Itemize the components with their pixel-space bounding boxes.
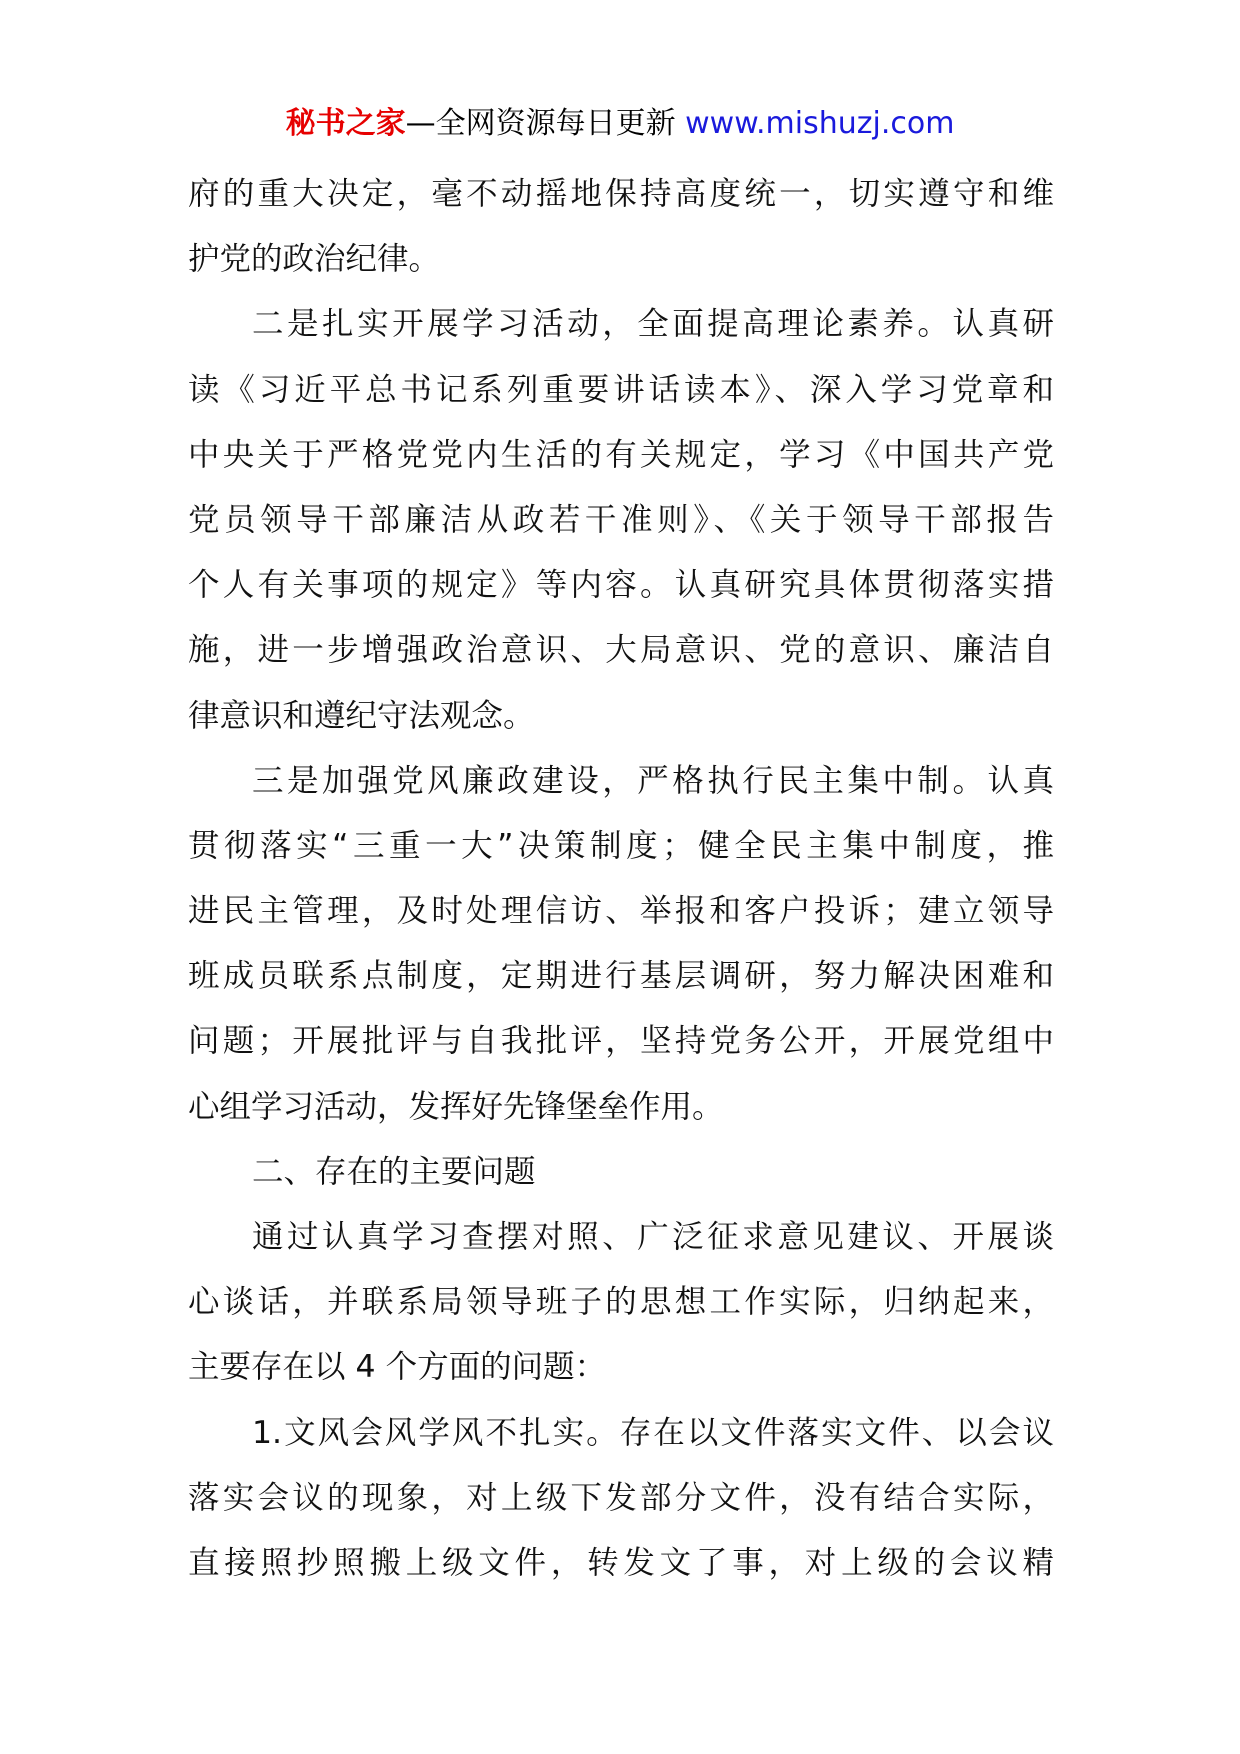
text-line: 进民主管理，及时处理信访、举报和客户投诉；建立领导	[188, 893, 1054, 930]
text-line: 律意识和遵纪守法观念。	[188, 697, 535, 734]
text-line: 主要存在以 4 个方面的问题：	[188, 1349, 607, 1386]
text-line: 贯彻落实“三重一大”决策制度；健全民主集中制度，推	[188, 827, 1054, 864]
header-url-link[interactable]: www.mishuzj.com	[685, 106, 955, 141]
text-line: 心组学习活动，发挥好先锋堡垒作用。	[188, 1088, 724, 1125]
header-slogan: —全网资源每日更新	[405, 106, 676, 141]
text-line: 直接照抄照搬上级文件，转发文了事，对上级的会议精	[188, 1544, 1054, 1581]
text-line: 落实会议的现象，对上级下发部分文件，没有结合实际，	[188, 1479, 1054, 1516]
text-line: 个人有关事项的规定》等内容。认真研究具体贯彻落实措	[188, 567, 1054, 604]
text-line: 二是扎实开展学习活动，全面提高理论素养。认真研	[252, 306, 1054, 343]
text-line: 府的重大决定，毫不动摇地保持高度统一，切实遵守和维	[188, 176, 1054, 212]
section-heading: 二、存在的主要问题	[252, 1153, 536, 1190]
document-body	[188, 162, 1054, 1596]
page-header	[0, 100, 1240, 148]
text-line: 心谈话，并联系局领导班子的思想工作实际，归纳起来，	[188, 1284, 1054, 1321]
text-line: 三是加强党风廉政建设，严格执行民主集中制。认真	[252, 762, 1054, 799]
text-line: 班成员联系点制度，定期进行基层调研，努力解决困难和	[188, 958, 1054, 995]
text-line: 党员领导干部廉洁从政若干准则》、《关于领导干部报告	[188, 501, 1054, 538]
text-line: 通过认真学习查摆对照、广泛征求意见建议、开展谈	[252, 1219, 1054, 1255]
text-line: 问题；开展批评与自我批评，坚持党务公开，开展党组中	[188, 1023, 1054, 1060]
text-line: 读《习近平总书记系列重要讲话读本》、深入学习党章和	[188, 371, 1054, 408]
text-line: 1.文风会风学风不扎实。存在以文件落实文件、以会议	[252, 1414, 1054, 1451]
text-line: 施，进一步增强政治意识、大局意识、党的意识、廉洁自	[188, 632, 1054, 669]
text-line: 护党的政治纪律。	[188, 241, 441, 278]
text-line: 中央关于严格党党内生活的有关规定，学习《中国共产党	[188, 436, 1054, 473]
header-brand: 秘书之家	[285, 106, 406, 141]
